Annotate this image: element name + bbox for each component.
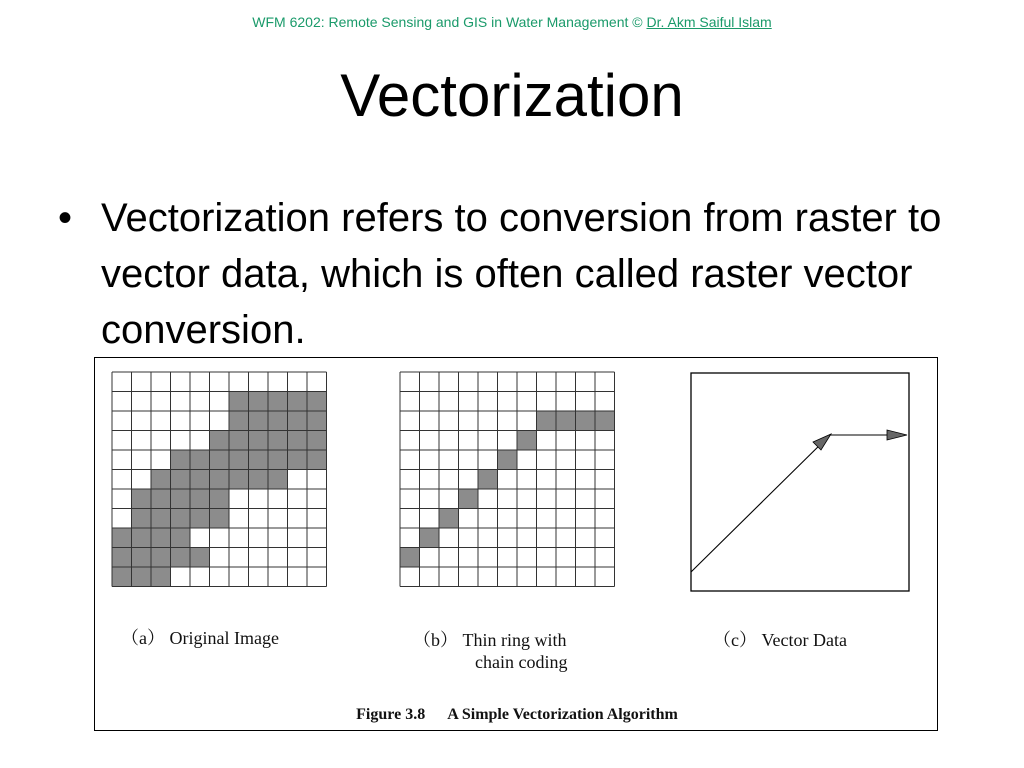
panel-a-filled-cell	[151, 567, 171, 587]
panel-a-filled-cell	[171, 470, 191, 490]
panel-c-label: （c） Vector Data	[713, 630, 847, 650]
slide-title: Vectorization	[340, 62, 684, 129]
panel-a-filled-cell	[132, 509, 152, 529]
panel-a-filled-cell	[229, 450, 249, 470]
bullet-symbol: •	[58, 196, 73, 240]
panel-a-filled-cell	[307, 450, 327, 470]
panel-a-filled-cell	[112, 567, 132, 587]
course-title: WFM 6202: Remote Sensing and GIS in Water Management ©	[252, 14, 643, 30]
panel-b-filled-cell	[556, 411, 576, 431]
panel-b-filled-cell	[459, 489, 479, 509]
panel-c-frame	[691, 373, 909, 591]
panel-a-filled-cell	[190, 548, 210, 568]
panel-a-filled-cell	[210, 509, 230, 529]
panel-a-filled-cell	[151, 548, 171, 568]
panel-a-filled-cell	[268, 450, 288, 470]
panel-a-filled-cell	[132, 528, 152, 548]
panel-a-filled-cell	[268, 431, 288, 451]
panel-a-filled-cell	[307, 392, 327, 412]
panel-a-filled-cell	[288, 431, 308, 451]
panel-b-filled-cell	[537, 411, 557, 431]
panel-a-filled-cell	[190, 450, 210, 470]
panel-a-filled-cell	[151, 489, 171, 509]
panel-a-filled-cell	[132, 548, 152, 568]
panel-a-filled-cell	[171, 509, 191, 529]
panel-a-filled-cell	[229, 470, 249, 490]
panel-b-label: （b） Thin ring with	[413, 630, 567, 650]
panel-b-filled-cell	[400, 548, 420, 568]
panel-a-filled-cell	[171, 528, 191, 548]
panel-c-vector-line-1	[691, 436, 829, 572]
panel-a-filled-cell	[249, 470, 269, 490]
panel-a-filled-cell	[249, 392, 269, 412]
panel-b-filled-cell	[498, 450, 518, 470]
panel-a-filled-cell	[151, 470, 171, 490]
panel-b-filled-cell	[517, 431, 537, 451]
panel-a-filled-cell	[190, 470, 210, 490]
panel-c-arrowhead-2	[887, 430, 907, 440]
panel-a-filled-cell	[268, 411, 288, 431]
figure-caption	[95, 706, 939, 724]
panel-a-filled-cell	[132, 489, 152, 509]
panel-a-filled-cell	[112, 548, 132, 568]
panel-a-filled-cell	[190, 489, 210, 509]
panel-b-filled-cell	[478, 470, 498, 490]
panel-a-filled-cell	[190, 509, 210, 529]
panel-a-filled-cell	[210, 470, 230, 490]
vectorization-figure	[94, 357, 938, 731]
figure-number: Figure 3.8	[356, 706, 426, 723]
panel-b-filled-cell	[439, 509, 459, 529]
panel-a-filled-cell	[132, 567, 152, 587]
panel-a-filled-cell	[229, 392, 249, 412]
panel-b-filled-cell	[595, 411, 615, 431]
bullet-text: Vectorization refers to conversion from raster to vector data, which is often called raster vector conversion.	[101, 196, 942, 352]
panel-a-label: （a） Original Image	[121, 628, 279, 648]
panel-a-filled-cell	[210, 431, 230, 451]
panel-a-filled-cell	[268, 470, 288, 490]
slide-header	[0, 14, 1024, 30]
panel-a-filled-cell	[171, 548, 191, 568]
panel-a-filled-cell	[249, 450, 269, 470]
panel-a-filled-cell	[229, 411, 249, 431]
panel-a-filled-cell	[307, 411, 327, 431]
panel-b-filled-cell	[420, 528, 440, 548]
bullet-item	[58, 190, 958, 358]
panel-a-filled-cell	[171, 450, 191, 470]
panel-a-filled-cell	[210, 450, 230, 470]
panel-b-filled-cell	[576, 411, 596, 431]
panel-a-filled-cell	[210, 489, 230, 509]
panel-a-filled-cell	[171, 489, 191, 509]
panel-a-filled-cell	[288, 411, 308, 431]
panel-a-filled-cell	[151, 509, 171, 529]
panel-a-filled-cell	[229, 431, 249, 451]
panel-b-label-line2: chain coding	[475, 652, 568, 672]
panel-a-filled-cell	[307, 431, 327, 451]
panel-a-filled-cell	[112, 528, 132, 548]
panel-a-filled-cell	[268, 392, 288, 412]
panel-a-filled-cell	[288, 450, 308, 470]
figure-title: A Simple Vectorization Algorithm	[447, 706, 678, 723]
panel-a-filled-cell	[249, 411, 269, 431]
panel-a-filled-cell	[249, 431, 269, 451]
panel-a-filled-cell	[151, 528, 171, 548]
author-link[interactable]: Dr. Akm Saiful Islam	[646, 14, 772, 30]
panel-a-filled-cell	[288, 392, 308, 412]
figure-drawing	[95, 358, 939, 732]
panel-c-arrowhead-1	[813, 434, 831, 450]
